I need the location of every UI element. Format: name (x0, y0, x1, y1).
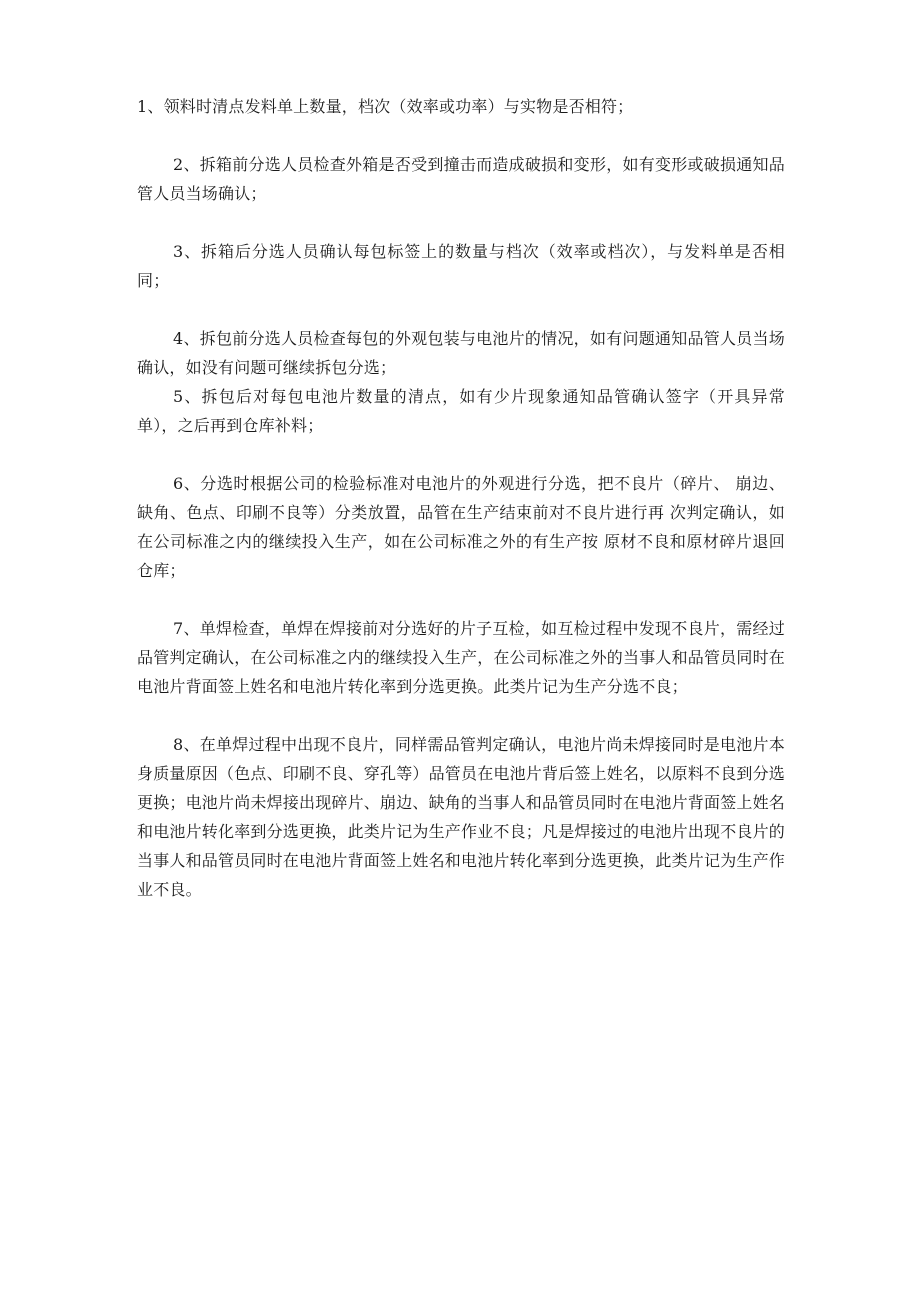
document-page (137, 92, 785, 904)
paragraph-4: 4、拆包前分选人员检查每包的外观包装与电池片的情况，如有问题通知品管人员当场确认，如没有问题可继续拆包分选； (137, 329, 785, 377)
paragraph-1: 1、领料时清点发料单上数量，档次（效率或功率）与实物是否相符； (137, 97, 634, 116)
paragraph-5: 5、拆包后对每包电池片数量的清点，如有少片现象通知品管确认签字（开具异常单），之后再到仓库补料； (137, 387, 785, 435)
paragraph-7: 7、单焊检查，单焊在焊接前对分选好的片子互检，如互检过程中发现不良片，需经过品管判定确认，在公司标准之内的继续投入生产，在公司标准之外的当事人和品管员同时在电池片背面签上姓名和电池片转化率到分选更换。此类片记为生产分选不良； (137, 619, 786, 696)
paragraph-3: 3、拆箱后分选人员确认每包标签上的数量与档次（效率或档次），与发料单是否相同； (137, 242, 785, 290)
paragraph-6: 6、分选时根据公司的检验标准对电池片的外观进行分选，把不良片（碎片、 崩边、缺角、色点、印刷不良等）分类放置，品管在生产结束前对不良片进行再 次判定确认，如在公司标准之内的继续投入生产，如在公司标准之外的有生产按 原材不良和原材碎片退回仓库； (137, 474, 785, 580)
paragraph-2: 2、拆箱前分选人员检查外箱是否受到撞击而造成破损和变形，如有变形或破损通知品管人员当场确认； (137, 155, 785, 203)
paragraph-8: 8、在单焊过程中出现不良片，同样需品管判定确认，电池片尚未焊接同时是电池片本身质量原因（色点、印刷不良、穿孔等）品管员在电池片背后签上姓名，以原料不良到分选更换；电池片尚未焊接出现碎片、崩边、缺角的当事人和品管员同时在电池片背面签上姓名和电池片转化率到分选更换，此类片记为生产作业不良；凡是焊接过的电池片出现不良片的当事人和品管员同时在电池片背面签上姓名和电池片转化率到分选更换，此类片记为生产作业不良。 (137, 735, 786, 899)
